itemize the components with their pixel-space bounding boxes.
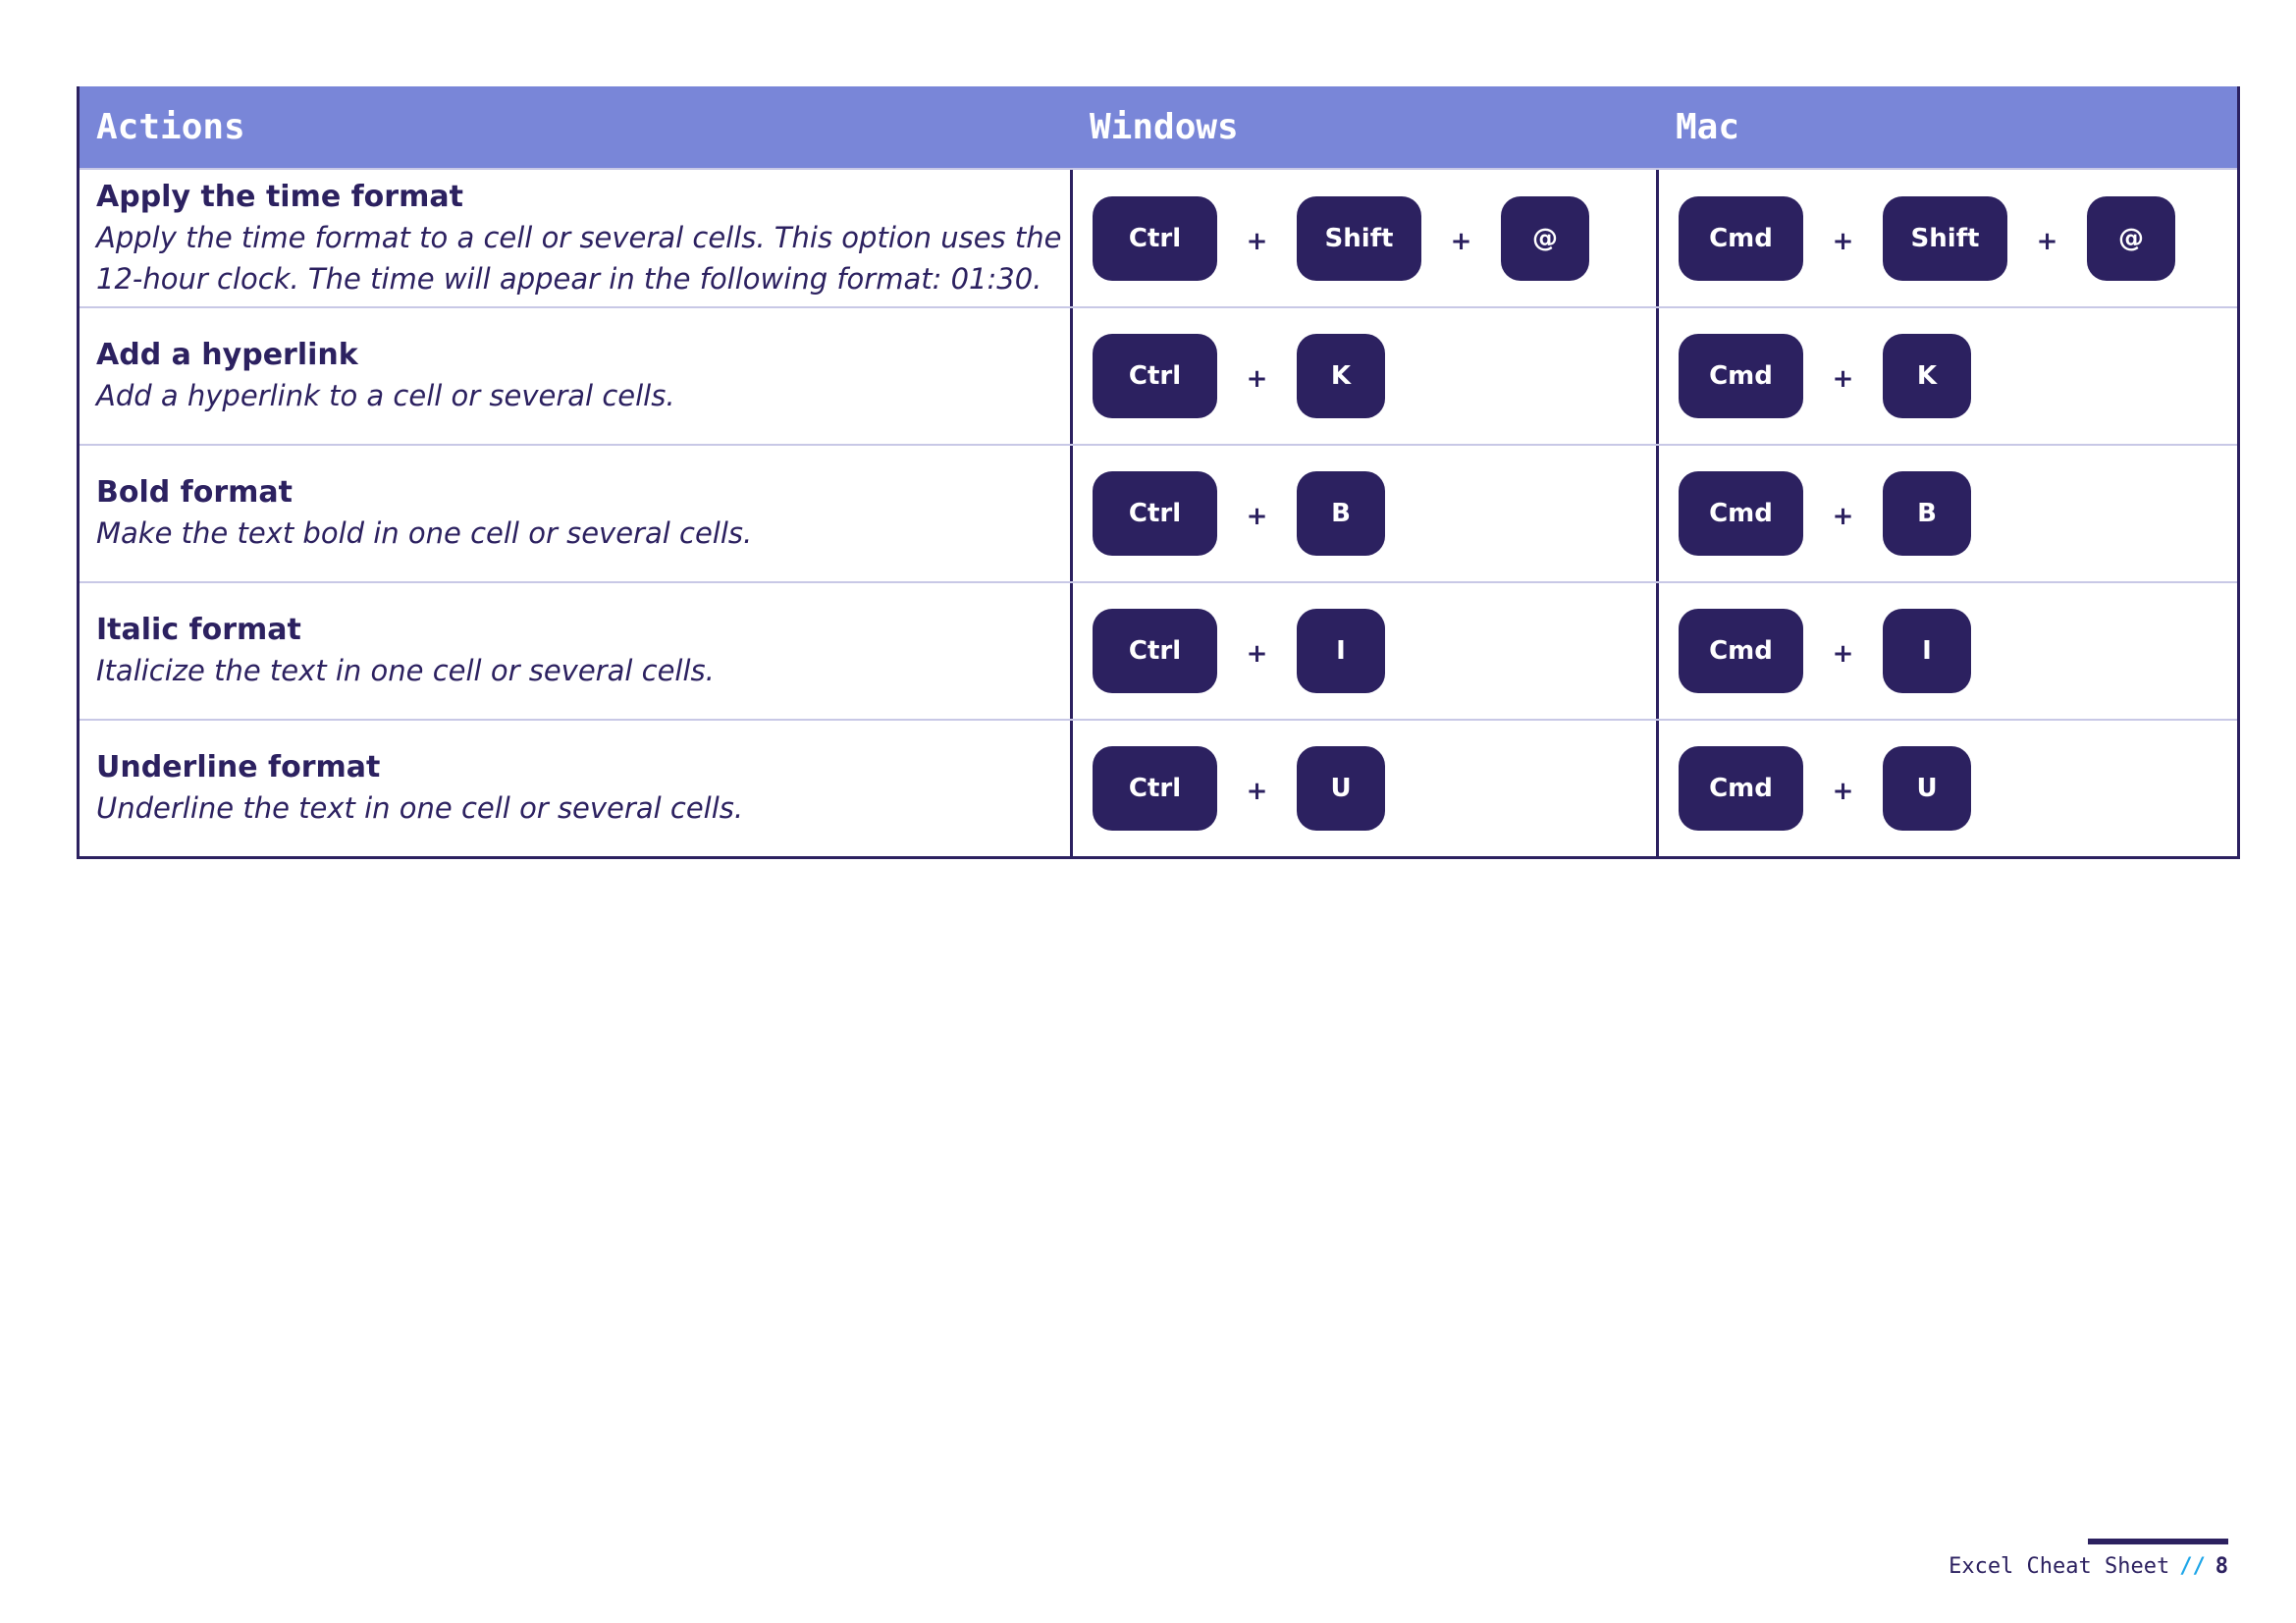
key-cmd: Cmd <box>1679 609 1803 693</box>
key-cmd: Cmd <box>1679 334 1803 418</box>
table-row <box>80 581 2237 719</box>
action-description: Apply the time format to a cell or several cells. This option uses the 12-hour clock. The time will appear in the following format: 01:30. <box>96 221 1062 296</box>
key-ctrl: Ctrl <box>1093 609 1217 693</box>
header-actions: Actions <box>96 107 245 147</box>
mac-shortcut-cell <box>1659 446 2237 581</box>
action-description: Italicize the text in one cell or several cells. <box>96 654 715 687</box>
key-u: U <box>1883 746 1971 831</box>
key-ctrl: Ctrl <box>1093 196 1217 281</box>
key-shift: Shift <box>1883 196 2007 281</box>
key-at: @ <box>2087 196 2175 281</box>
page-number: 8 <box>2215 1554 2228 1579</box>
action-cell <box>80 721 1073 856</box>
plus-separator: + <box>1246 364 1268 394</box>
plus-separator: + <box>1246 639 1268 669</box>
plus-separator: + <box>2036 226 2058 256</box>
shortcuts-table <box>77 86 2240 859</box>
footer-title: Excel Cheat Sheet <box>1949 1554 2170 1579</box>
table-row <box>80 719 2237 856</box>
plus-separator: + <box>1450 226 1472 256</box>
header-windows: Windows <box>1090 107 1239 147</box>
action-description: Make the text bold in one cell or several cells. <box>96 516 753 550</box>
plus-separator: + <box>1246 226 1268 256</box>
table-header <box>80 86 2237 168</box>
mac-shortcut-cell <box>1659 170 2237 306</box>
key-k: K <box>1297 334 1385 418</box>
key-ctrl: Ctrl <box>1093 746 1217 831</box>
key-b: B <box>1297 471 1385 556</box>
action-cell <box>80 170 1073 306</box>
action-cell <box>80 308 1073 444</box>
page-footer <box>1949 1554 2228 1579</box>
key-k: K <box>1883 334 1971 418</box>
windows-shortcut-cell <box>1073 170 1659 306</box>
action-description: Underline the text in one cell or several cells. <box>96 791 744 825</box>
key-ctrl: Ctrl <box>1093 471 1217 556</box>
table-row <box>80 168 2237 306</box>
action-title: Bold format <box>96 475 293 510</box>
key-b: B <box>1883 471 1971 556</box>
key-cmd: Cmd <box>1679 471 1803 556</box>
action-title: Add a hyperlink <box>96 338 358 372</box>
mac-shortcut-cell <box>1659 583 2237 719</box>
key-shift: Shift <box>1297 196 1421 281</box>
key-i: I <box>1883 609 1971 693</box>
plus-separator: + <box>1832 502 1854 531</box>
footer-rule <box>2088 1539 2228 1544</box>
mac-shortcut-cell <box>1659 721 2237 856</box>
action-cell <box>80 446 1073 581</box>
key-u: U <box>1297 746 1385 831</box>
key-cmd: Cmd <box>1679 746 1803 831</box>
footer-separator: // <box>2179 1554 2206 1579</box>
action-title: Underline format <box>96 750 381 784</box>
key-ctrl: Ctrl <box>1093 334 1217 418</box>
plus-separator: + <box>1246 502 1268 531</box>
table-row <box>80 306 2237 444</box>
header-mac: Mac <box>1676 107 1740 147</box>
action-title: Apply the time format <box>96 180 463 214</box>
windows-shortcut-cell <box>1073 308 1659 444</box>
mac-shortcut-cell <box>1659 308 2237 444</box>
plus-separator: + <box>1246 777 1268 806</box>
windows-shortcut-cell <box>1073 721 1659 856</box>
action-title: Italic format <box>96 613 301 647</box>
plus-separator: + <box>1832 639 1854 669</box>
table-row <box>80 444 2237 581</box>
key-i: I <box>1297 609 1385 693</box>
key-at: @ <box>1501 196 1589 281</box>
windows-shortcut-cell <box>1073 446 1659 581</box>
key-cmd: Cmd <box>1679 196 1803 281</box>
plus-separator: + <box>1832 226 1854 256</box>
windows-shortcut-cell <box>1073 583 1659 719</box>
plus-separator: + <box>1832 364 1854 394</box>
action-description: Add a hyperlink to a cell or several cells. <box>96 379 675 412</box>
action-cell <box>80 583 1073 719</box>
plus-separator: + <box>1832 777 1854 806</box>
